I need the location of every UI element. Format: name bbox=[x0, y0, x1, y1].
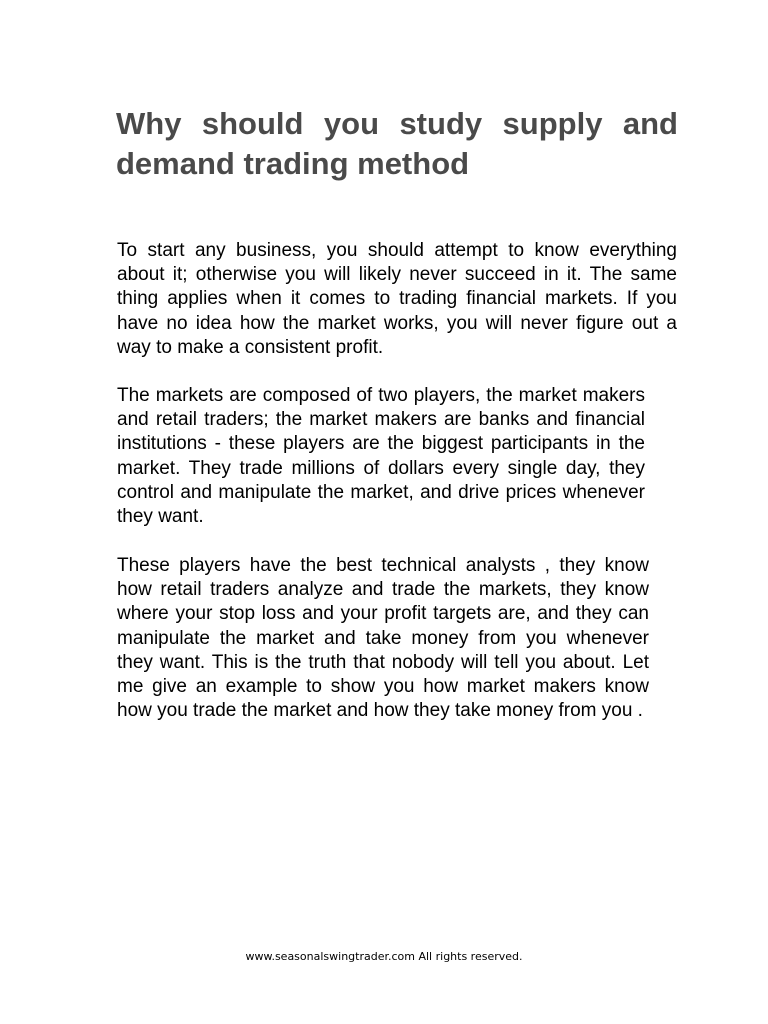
paragraph-market-players: The markets are composed of two players, the market makers and retail traders; the market makers are banks and financial institutions - these players are the biggest participants in the market. They trade millions of dollars every single day, they control and manipulate the market, and drive prices whenever they want. bbox=[117, 385, 645, 528]
paragraph-intro: To start any business, you should attempt to know everything about it; otherwise you will likely never succeed in it. The same thing applies when it comes to trading financial markets. If you have no idea how the market works, you will never figure out a way to make a consistent profit. bbox=[117, 240, 677, 358]
page-title: Why should you study supply and demand trading method bbox=[116, 106, 678, 181]
paragraph-market-makers: These players have the best technical analysts , they know how retail traders analyze and trade the markets, they know where your stop loss and your profit targets are, and they can manipulate the market and take money from you whenever they want. This is the truth that nobody will tell you about. Let me give an example to show you how market makers know how you trade the market and how they take money from you . bbox=[117, 555, 649, 722]
page-footer: www.seasonalswingtrader.com All rights reserved. bbox=[245, 950, 523, 963]
